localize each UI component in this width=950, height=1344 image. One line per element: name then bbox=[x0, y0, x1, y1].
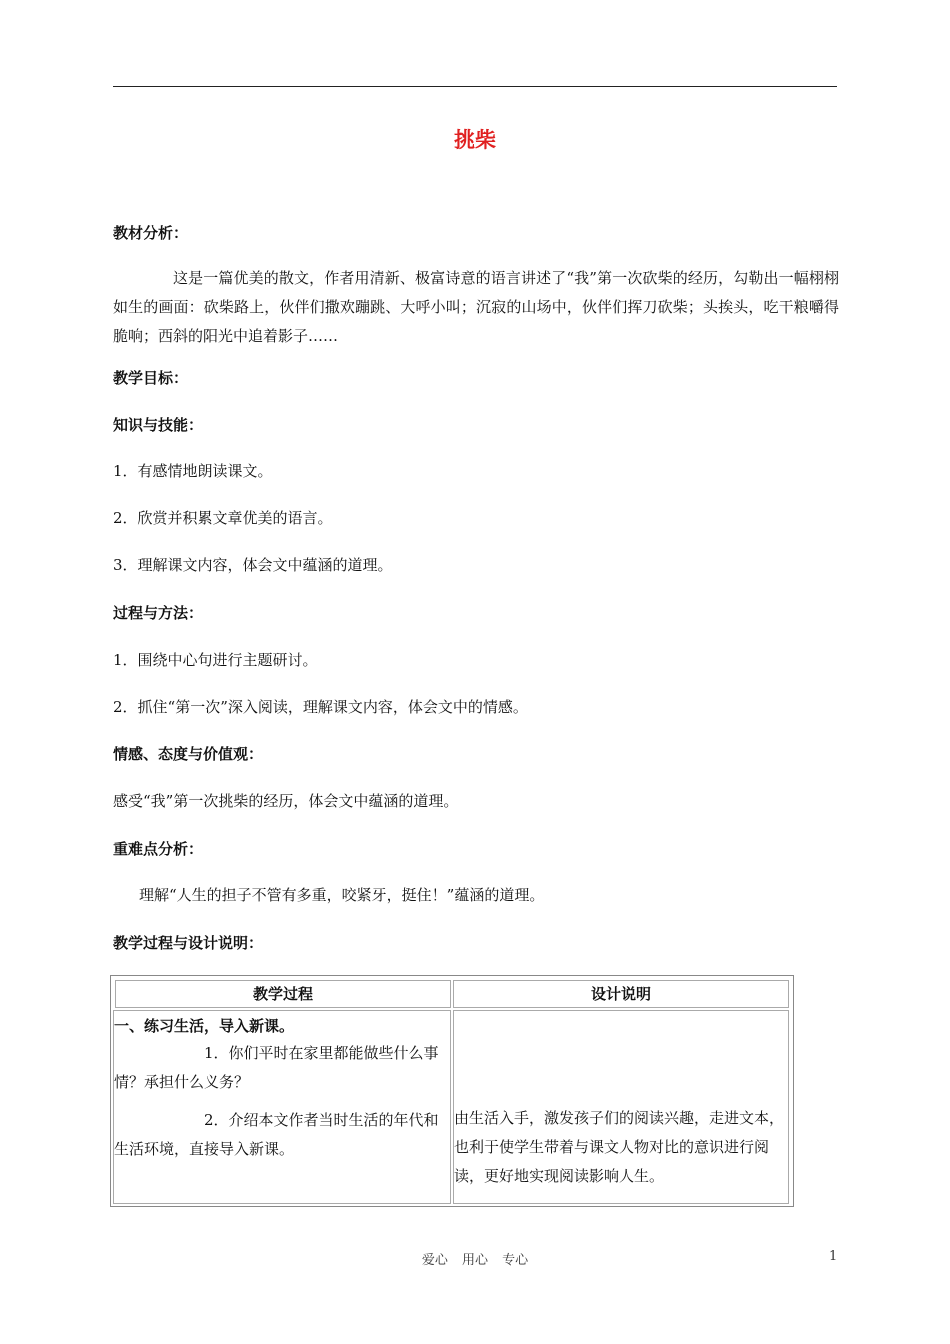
document-title: 挑柴 bbox=[454, 128, 496, 152]
goal-item: 1．有感情地朗读课文。 bbox=[113, 462, 273, 480]
teaching-process-table bbox=[110, 975, 794, 1207]
section-heading-key-points: 重难点分析： bbox=[113, 840, 204, 858]
goal-item: 感受“我”第一次挑柴的经历，体会文中蕴涵的道理。 bbox=[113, 792, 459, 810]
section-heading-teaching-goals: 教学目标： bbox=[113, 369, 189, 387]
material-analysis-paragraph: 这是一篇优美的散文，作者用清新、极富诗意的语言讲述了“我”第一次砍柴的经历，勾勒出一幅栩栩如生的画面：砍柴路上，伙伴们撒欢蹦跳、大呼小叫；沉寂的山场中，伙伴们挥刀砍柴；头挨头，吃干粮嚼得脆响；西斜的阳光中追着影子…… bbox=[113, 269, 839, 345]
subheading-process-methods: 过程与方法： bbox=[113, 604, 204, 622]
step-title: 一、练习生活，导入新课。 bbox=[114, 1017, 295, 1035]
footer-text: 爱心 用心 专心 bbox=[421, 1253, 529, 1268]
goal-item: 3．理解课文内容，体会文中蕴涵的道理。 bbox=[113, 556, 393, 574]
subheading-emotion-values: 情感、态度与价值观： bbox=[113, 745, 264, 763]
key-points-text: 理解“人生的担子不管有多重，咬紧牙，挺住！”蕴涵的道理。 bbox=[139, 886, 545, 904]
step-item: 1．你们平时在家里都能做些什么事情？承担什么义务？ bbox=[114, 1044, 439, 1091]
table-header-process: 教学过程 bbox=[115, 980, 451, 1008]
step-item: 2．介绍本文作者当时生活的年代和生活环境，直接导入新课。 bbox=[114, 1111, 439, 1158]
section-heading-teaching-process: 教学过程与设计说明： bbox=[113, 934, 264, 952]
goal-item: 2．欣赏并积累文章优美的语言。 bbox=[113, 509, 333, 527]
subheading-knowledge-skills: 知识与技能： bbox=[113, 416, 204, 434]
goal-item: 1．围绕中心句进行主题研讨。 bbox=[113, 651, 318, 669]
goal-item: 2．抓住“第一次”深入阅读，理解课文内容，体会文中的情感。 bbox=[113, 698, 528, 716]
section-heading-material-analysis: 教材分析： bbox=[113, 224, 189, 242]
table-header-design: 设计说明 bbox=[453, 980, 789, 1008]
design-note: 由生活入手，激发孩子们的阅读兴趣，走进文本，也利于使学生带着与课文人物对比的意识进行阅读，更好地实现阅读影响人生。 bbox=[454, 1109, 785, 1185]
header-rule bbox=[113, 86, 837, 87]
page-number: 1 bbox=[829, 1249, 838, 1264]
